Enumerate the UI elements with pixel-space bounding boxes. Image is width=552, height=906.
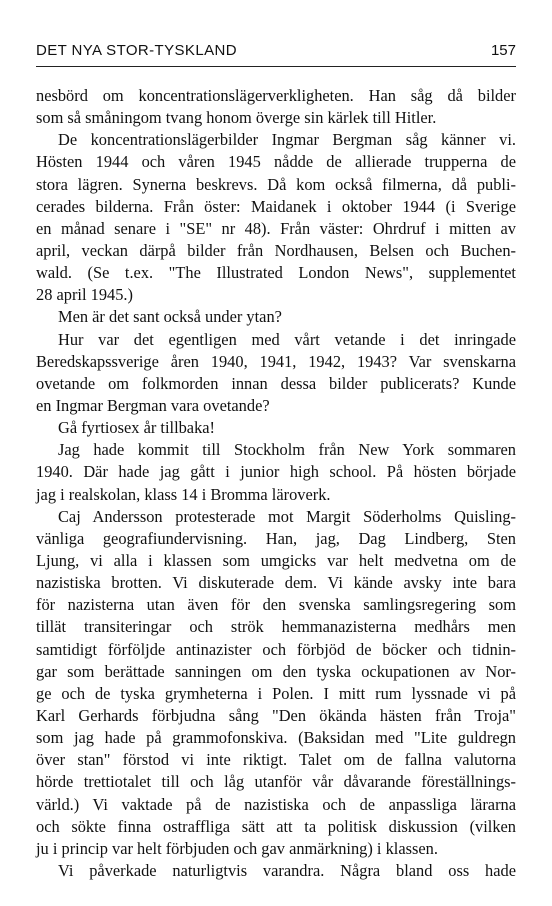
text-line: för nazisterna utan även för den svenska samlingsregering som xyxy=(36,595,516,615)
text-line: ge och de tyska grymheterna i Polen. I mitt rum lyssnade vi på xyxy=(36,683,516,703)
text-line: 1940. Där hade jag gått i junior high school. På hösten började xyxy=(36,462,516,482)
text-line: vänliga geografiundervisning. Han, jag, Dag Lindberg, Sten xyxy=(36,528,516,548)
text-line: wald. (Se t.ex. "The Illustrated London News", supplementet xyxy=(36,263,516,283)
body-text xyxy=(36,85,516,882)
text-line: nazistiska brotten. Vi diskuterade dem. Vi kände avsky inte bara xyxy=(36,573,516,593)
page-header xyxy=(36,42,516,67)
text-line: stora lägren. Synerna beskrevs. Då kom också filmerna, då publi- xyxy=(36,174,516,194)
text-line: gar som berättade sanningen om den tyska ockupationen av Nor- xyxy=(36,661,516,681)
text-line: Hösten 1944 och våren 1945 nådde de allierade trupperna de xyxy=(36,152,516,172)
text-line: 28 april 1945.) xyxy=(36,285,133,305)
text-line: Gå fyrtiosex år tillbaka! xyxy=(58,418,216,438)
text-line: Karl Gerhards förbjudna sång "Den ökända hästen från Troja" xyxy=(36,705,516,725)
text-line: över stan" förstod vi inte riktigt. Talet om de fallna valutorna xyxy=(36,750,516,770)
running-head: DET NYA STOR-TYSKLAND xyxy=(36,42,237,59)
text-line: Caj Andersson protesterade mot Margit Söderholms Quisling- xyxy=(58,506,516,526)
text-line: tillät transiteringar och strök hemmanazisterna medhårs men xyxy=(36,617,516,637)
text-line: och sökte finna ostraffliga sätt att ta politisk diskussion (vilken xyxy=(36,816,516,836)
text-line: värld.) Vi vaktade på de nazistiska och de anpassliga lärarna xyxy=(36,794,516,814)
text-line: Vi påverkade naturligtvis varandra. Några bland oss hade xyxy=(58,860,516,880)
text-line: Jag hade kommit till Stockholm från New York sommaren xyxy=(58,440,516,460)
text-line: hörde trettiotalet till och låg utanför vår dåvarande föreställnings- xyxy=(36,772,516,792)
text-line: cerades bilderna. Från öster: Maidanek i oktober 1944 (i Sverige xyxy=(36,196,516,216)
text-line: Beredskapssverige åren 1940, 1941, 1942, 1943? Var svenskarna xyxy=(36,351,516,371)
text-line: Men är det sant också under ytan? xyxy=(58,307,282,327)
text-line: ovetande om folkmorden innan dessa bilder publicerats? Kunde xyxy=(36,373,516,393)
text-line: jag i realskolan, klass 14 i Bromma läroverk. xyxy=(36,484,331,504)
text-line: De koncentrationslägerbilder Ingmar Bergman såg känner vi. xyxy=(58,130,516,150)
text-line: samtidigt förföljde antinazister och förbjöd de böcker och tidnin- xyxy=(36,639,516,659)
text-line: som jag hade på grammofonskiva. (Baksidan med "Lite guldregn xyxy=(36,728,516,748)
text-line: Ljung, vi alla i klassen som umgicks var helt medvetna om de xyxy=(36,550,516,570)
text-line: en månad senare i "SE" nr 48). Från väster: Ohrdruf i mitten av xyxy=(36,218,516,238)
page-number: 157 xyxy=(490,42,516,59)
text-line: april, veckan därpå bilder från Nordhausen, Belsen och Buchen- xyxy=(36,240,516,260)
text-line: Hur var det egentligen med vårt vetande i det inringade xyxy=(58,329,516,349)
text-line: nesbörd om koncentrationslägerverkligheten. Han såg då bilder xyxy=(36,86,516,105)
text-line: ju i princip var helt förbjuden och gav anmärkning) i klassen. xyxy=(36,838,438,858)
text-line: som så småningom tvang honom överge sin kärlek till Hitler. xyxy=(36,108,437,128)
text-line: en Ingmar Bergman vara ovetande? xyxy=(36,395,270,415)
